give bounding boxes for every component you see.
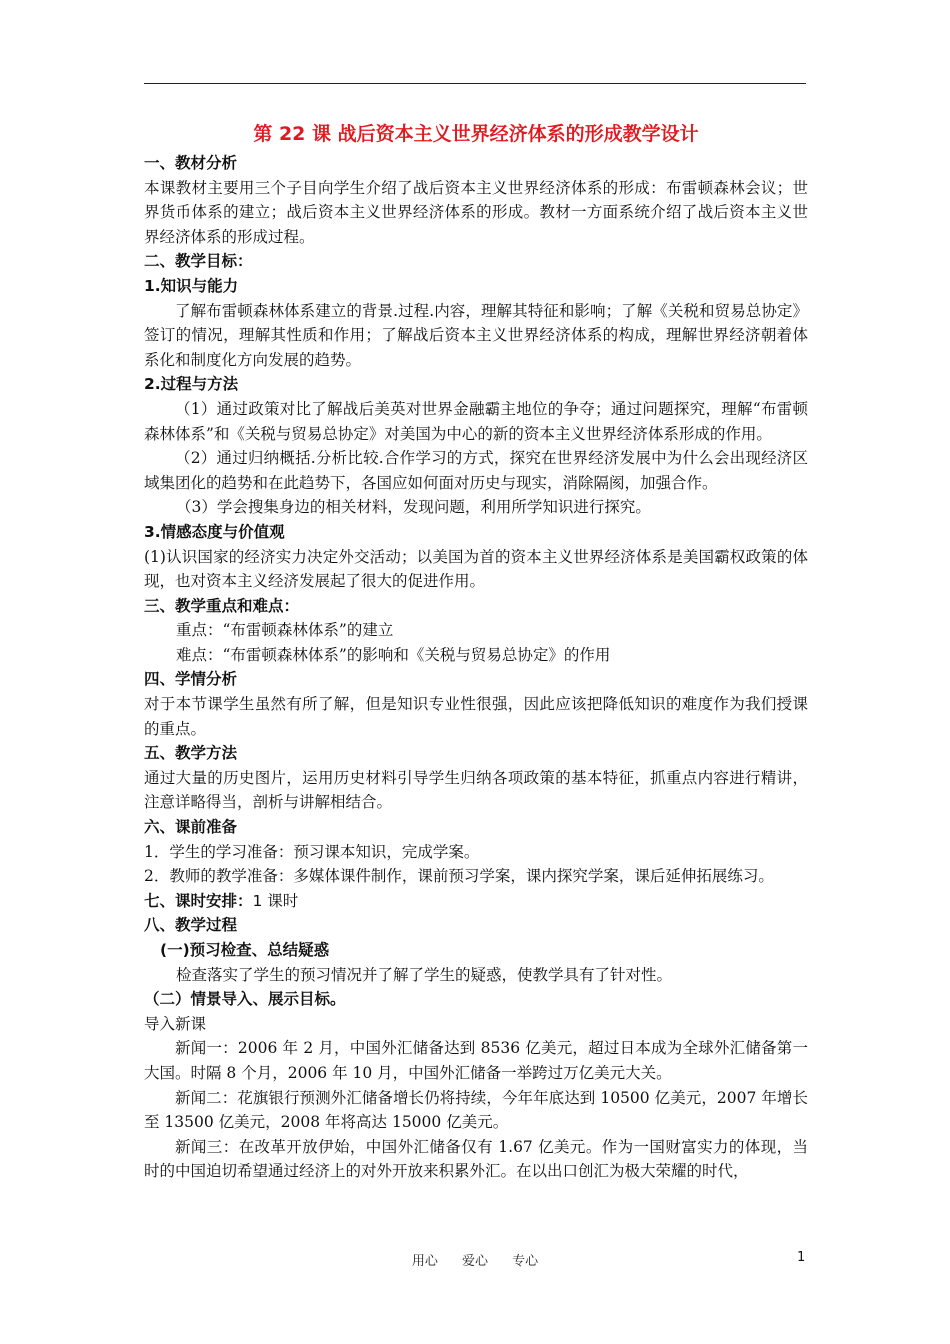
section-8-1-body: 检查落实了学生的预习情况并了解了学生的疑惑，使教学具有了针对性。 — [176, 965, 673, 984]
news-3: 新闻三：在改革开放伊始，中国外汇储备仅有 1.67 亿美元。作为一国财富实力的体现，当时的中国迫切希望通过经济上的对外开放来积累外汇。在以出口创汇为极大荣耀的时代， — [144, 1137, 808, 1181]
document-body — [144, 117, 808, 1184]
section-2-2-para-3: （3）学会搜集身边的相关材料，发现问题，利用所学知识进行探究。 — [176, 498, 651, 517]
section-5-body: 通过大量的历史图片，运用历史材料引导学生归纳各项政策的基本特征，抓重点内容进行精讲，注意详略得当，剖析与讲解相结合。 — [144, 768, 808, 812]
section-2-3-body: (1)认识国家的经济实力决定外交活动；以美国为首的资本主义世界经济体系是美国霸权政策的体现，也对资本主义经济发展起了很大的促进作用。 — [144, 547, 808, 591]
section-2-2-para-2: （2）通过归纳概括.分析比较.合作学习的方式，探究在世界经济发展中为什么会出现经济区域集团化的趋势和在此趋势下，各国应如何面对历史与现实，消除隔阂，加强合作。 — [144, 449, 808, 492]
page-footer: 用心 爱心 专心 — [411, 1254, 539, 1269]
section-4-body: 对于本节课学生虽然有所了解，但是知识专业性很强，因此应该把降低知识的难度作为我们授课的重点。 — [144, 695, 808, 738]
section-6-heading: 六、课前准备 — [144, 818, 238, 837]
section-1-heading: 一、教材分析 — [144, 154, 238, 172]
section-5-heading: 五、教学方法 — [144, 744, 238, 763]
header-rule — [144, 83, 806, 84]
difficult-point: 难点：“布雷顿森林体系”的影响和《关税与贸易总协定》的作用 — [176, 645, 611, 664]
section-2-2-heading: 2.过程与方法 — [144, 375, 239, 394]
page-number: 1 — [797, 1250, 806, 1265]
section-3-heading: 三、教学重点和难点： — [144, 596, 300, 615]
section-7-heading — [144, 889, 808, 914]
section-2-heading: 二、教学目标： — [144, 252, 253, 271]
document-title: 第 22 课 战后资本主义世界经济体系的形成教学设计 — [253, 123, 699, 145]
section-1-body: 本课教材主要用三个子目向学生介绍了战后资本主义世界经济体系的形成：布雷顿森林会议；世界货币体系的建立；战后资本主义世界经济体系的形成。教材一方面系统介绍了战后资本主义世界经济体系的形成过程。 — [144, 178, 808, 246]
section-8-heading: 八、教学过程 — [144, 916, 238, 935]
prep-item-teacher: 2．教师的教学准备：多媒体课件制作，课前预习学案，课内探究学案，课后延伸拓展练习。 — [144, 867, 774, 886]
section-8-1-heading: (一)预习检查、总结疑惑 — [160, 941, 330, 959]
section-2-1-body: 了解布雷顿森林体系建立的背景.过程.内容，理解其特征和影响；了解《关税和贸易总协定》签订的情况，理解其性质和作用；了解战后资本主义世界经济体系的构成，理解世界经济朝着体系化和制度化方向发展的趋势。 — [144, 301, 808, 369]
section-8-2-heading: （二）情景导入、展示目标。 — [144, 990, 346, 1009]
prep-item-student: 1．学生的学习准备：预习课本知识，完成学案。 — [144, 842, 480, 861]
news-1: 新闻一：2006 年 2 月，中国外汇储备达到 8536 亿美元，超过日本成为全球外汇储备第一大国。时隔 8 个月，2006 年 10 月，中国外汇储备一举跨过万亿美元大关。 — [144, 1039, 808, 1082]
section-2-3-heading: 3.情感态度与价值观 — [144, 522, 285, 541]
section-7-label: 七、课时安排： — [144, 891, 253, 910]
section-7-value: 1 课时 — [252, 891, 299, 910]
section-8-2-intro: 导入新课 — [144, 1014, 207, 1033]
section-4-heading: 四、学情分析 — [144, 670, 238, 689]
section-2-1-heading: 1.知识与能力 — [144, 276, 239, 295]
key-point: 重点：“布雷顿森林体系”的建立 — [176, 621, 394, 640]
section-2-2-para-1: （1）通过政策对比了解战后美英对世界金融霸主地位的争夺；通过问题探究，理解“布雷顿森林体系”和《关税与贸易总协定》对美国为中心的新的资本主义世界经济体系形成的作用。 — [144, 399, 808, 443]
news-2: 新闻二：花旗银行预测外汇储备增长仍将持续，今年年底达到 10500 亿美元，2007 年增长至 13500 亿美元，2008 年将高达 15000 亿美元。 — [144, 1088, 808, 1132]
